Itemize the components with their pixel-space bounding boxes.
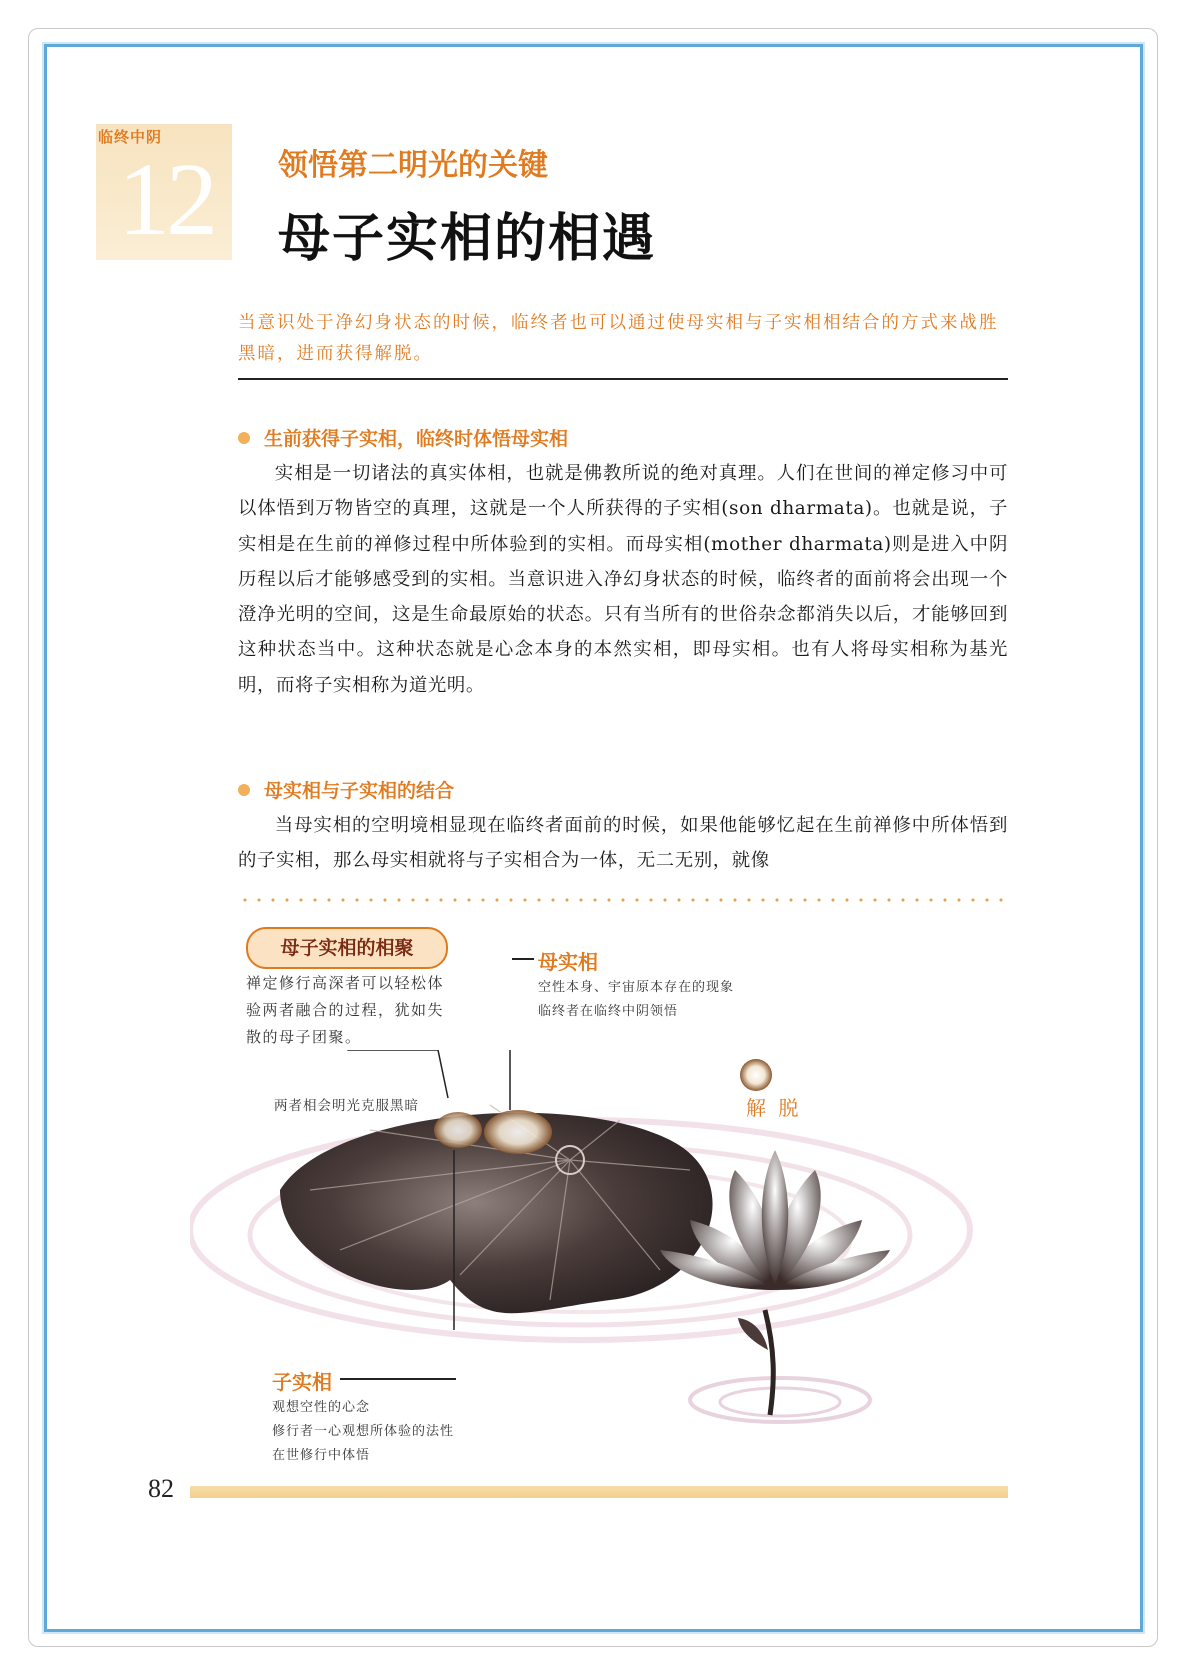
section-heading-1	[238, 424, 568, 451]
dotted-divider	[238, 898, 1008, 902]
mother-dharmata-notes	[538, 976, 734, 1024]
figure-caption-line: 验两者融合的过程，犹如失	[246, 1001, 445, 1019]
section-heading-2	[238, 776, 454, 803]
page-subtitle: 领悟第二明光的关键	[278, 148, 548, 183]
liberation-label: 解 脱	[746, 1096, 802, 1120]
section-heading-1-text: 生前获得子实相，临终时体悟母实相	[264, 428, 569, 450]
figure-caption	[246, 970, 444, 1051]
son-dharmata-title: 子实相	[272, 1370, 332, 1394]
chapter-number: 12	[118, 142, 214, 257]
mother-note-line: 临终者在临终中阴领悟	[538, 1004, 679, 1019]
son-note-line: 观想空性的心念	[272, 1400, 371, 1415]
son-note-line: 在世修行中体悟	[272, 1448, 371, 1463]
bullet-icon	[238, 432, 250, 444]
mother-leader-line	[512, 958, 534, 960]
meeting-label: 两者相会明光克服黑暗	[274, 1098, 419, 1114]
intro-text: 当意识处于净幻身状态的时候，临终者也可以通过使母实相与子实相相结合的方式来战胜黑暗，进而获得解脱。	[238, 313, 999, 364]
section-heading-2-text: 母实相与子实相的结合	[264, 780, 455, 802]
figure-title-pill: 母子实相的相聚	[246, 927, 448, 969]
section-body-2: 当母实相的空明境相显现在临终者面前的时候，如果他能够忆起在生前禅修中所体悟到的子实相，那么母实相就将与子实相合为一体，无二无别，就像	[238, 815, 1008, 872]
intro-divider	[238, 378, 1008, 380]
son-note-line: 修行者一心观想所体验的法性	[272, 1424, 455, 1439]
chapter-label: 临终中阴	[98, 128, 163, 146]
page-title: 母子实相的相遇	[278, 208, 657, 269]
mother-dharmata-title: 母实相	[538, 950, 598, 974]
bullet-icon	[238, 784, 250, 796]
footer-bar	[190, 1486, 1008, 1498]
page-number: 82	[148, 1474, 174, 1503]
son-leader-line	[340, 1378, 456, 1380]
son-dharmata-notes	[272, 1396, 454, 1468]
mother-note-line: 空性本身、宇宙原本存在的现象	[538, 980, 735, 995]
section-body-1: 实相是一切诸法的真实体相，也就是佛教所说的绝对真理。人们在世间的禅定修习中可以体悟到万物皆空的真理，这就是一个人所获得的子实相(son dharmata)。也就是说，子实相是在生前的禅修过程中所体验到的实相。而母实相(mother dharmata)则是进入中阴历程以后才能够感受到的实相。当意识进入净幻身状态的时候，临终者的面前将会出现一个澄净光明的空间，这是生命最原始的状态。只有当所有的世俗杂念都消失以后，才能够回到这种状态当中。这种状态就是心念本身的本然实相，即母实相。也有人将母实相称为基光明，而将子实相称为道光明。	[238, 463, 1008, 696]
figure-caption-line: 散的母子团聚。	[246, 1028, 362, 1046]
figure-caption-line: 禅定修行高深者可以轻松体	[246, 974, 445, 992]
